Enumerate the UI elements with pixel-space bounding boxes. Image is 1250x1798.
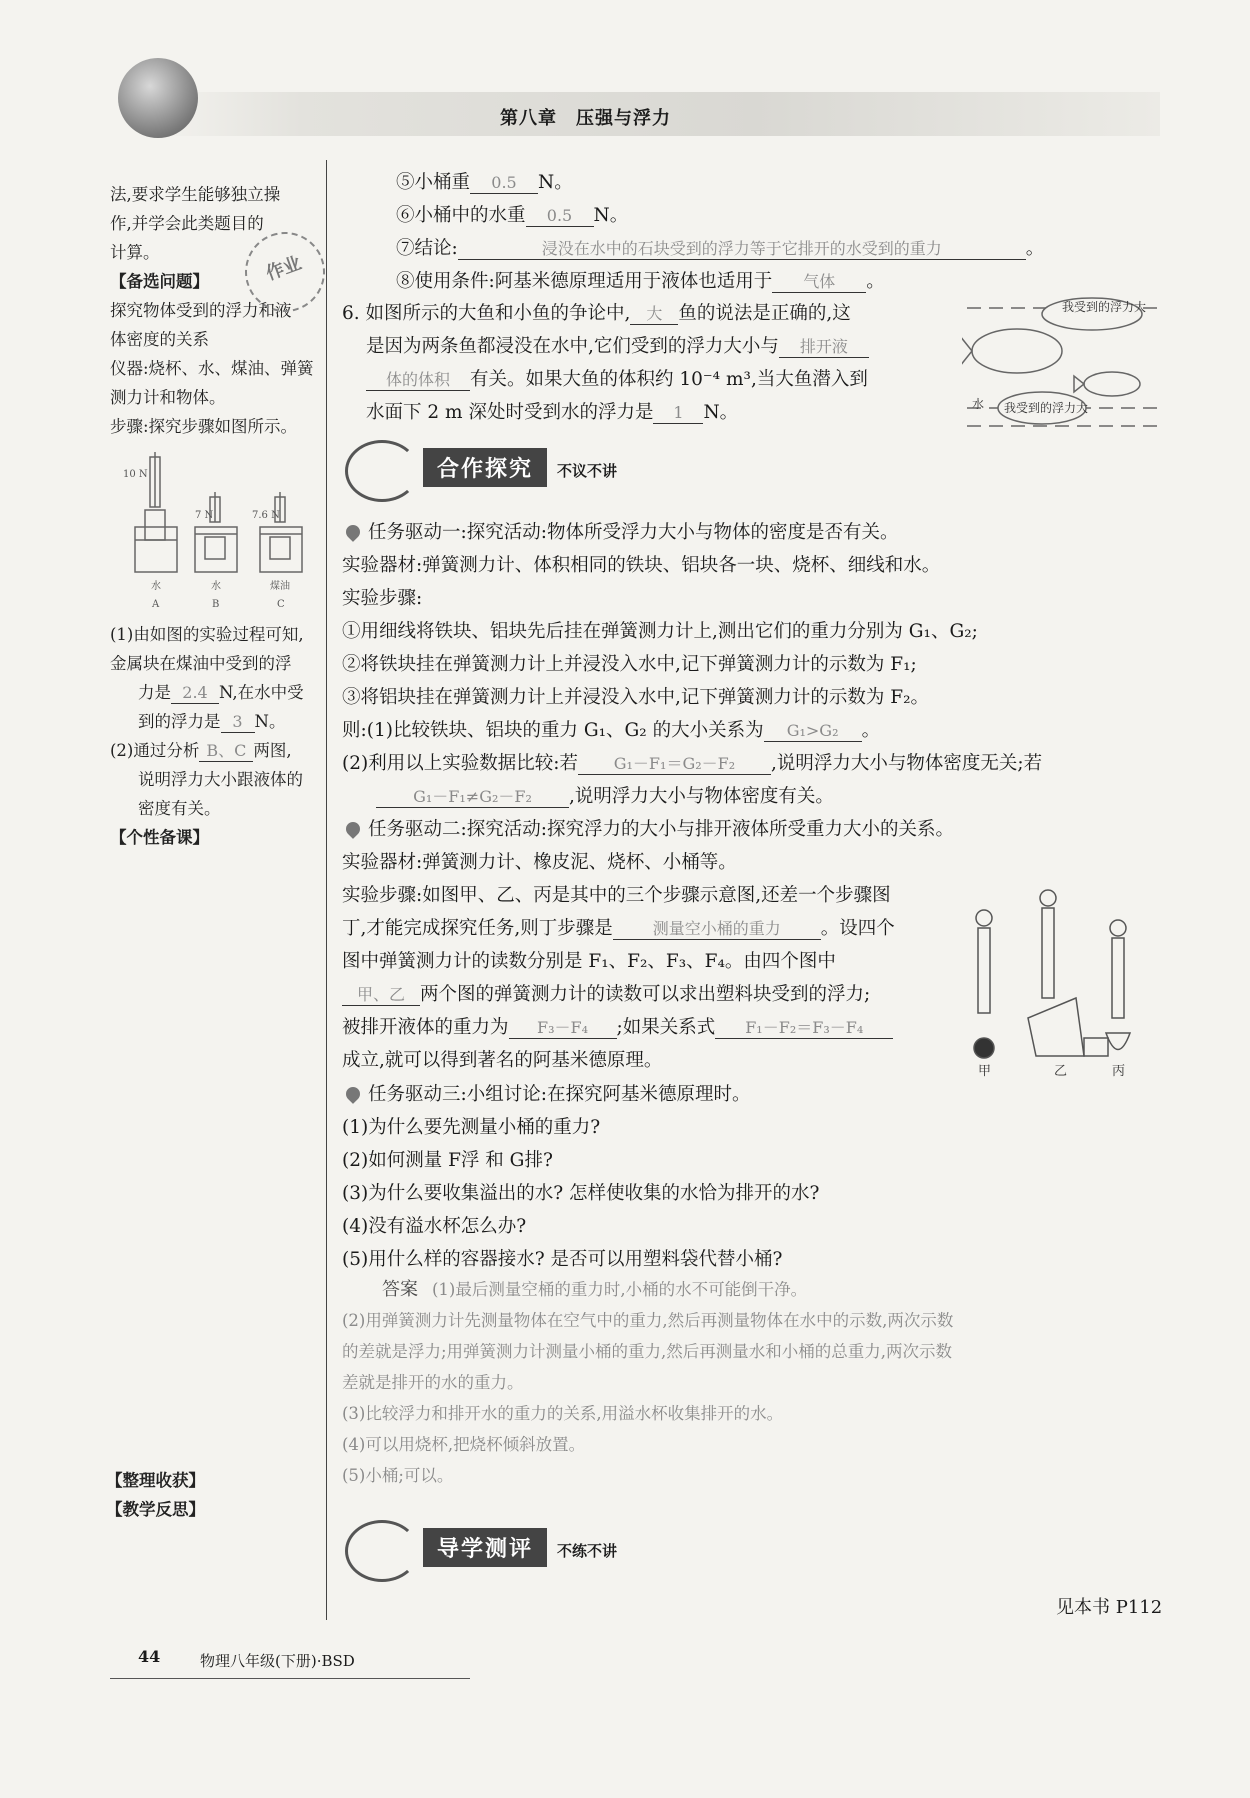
task3-question: (3)为什么要收集溢出的水? 怎样使收集的水恰为排开的水? bbox=[342, 1183, 820, 1204]
cooperative-explore-banner bbox=[345, 440, 617, 502]
q6-text: 水面下 2 m 深处时受到水的浮力是 bbox=[366, 402, 654, 423]
buoyancy-figure-abc bbox=[115, 452, 320, 617]
item8-text: ⑧使用条件:阿基米德原理适用于液体也适用于 bbox=[396, 271, 773, 292]
extra-line: 仪器:烧杯、水、煤油、弹簧 bbox=[110, 359, 314, 378]
task-1 bbox=[342, 516, 1042, 813]
item5-unit: N。 bbox=[538, 172, 573, 193]
fig-a-label: A bbox=[152, 599, 160, 610]
q6-text: 是因为两条鱼都浸没在水中,它们受到的浮力大小与 bbox=[366, 336, 779, 357]
task2-text: 丁,才能完成探究任务,则丁步骤是 bbox=[342, 918, 613, 939]
big-fish-speech: 我受到的浮力大 bbox=[1062, 300, 1147, 314]
sidebar-q1-text: N,在水中受 bbox=[219, 683, 304, 702]
sidebar-q1-line: 金属块在煤油中受到的浮 bbox=[110, 654, 292, 673]
task1-title: 任务驱动一:探究活动:物体所受浮力大小与物体的密度是否有关。 bbox=[368, 522, 899, 543]
sidebar-intro-line: 作,并学会此类题目的 bbox=[110, 214, 264, 233]
answer-line: (3)比较浮力和排开水的重力的关系,用溢水杯收集排开的水。 bbox=[342, 1404, 784, 1423]
fig-c-label: C bbox=[277, 599, 285, 610]
sidebar-q2-text: (2)通过分析 bbox=[110, 741, 200, 760]
question-6 bbox=[342, 297, 869, 429]
sidebar-q2-line: 说明浮力大小跟液体的 bbox=[138, 770, 303, 789]
liquid-c-label: 煤油 bbox=[270, 581, 290, 592]
mascot-logo bbox=[118, 58, 198, 138]
liquid-a-label: 水 bbox=[151, 581, 161, 592]
task2-text: 成立,就可以得到著名的阿基米德原理。 bbox=[342, 1050, 663, 1071]
answer-line: (4)可以用烧杯,把烧杯倾斜放置。 bbox=[342, 1435, 586, 1454]
location-pin-icon bbox=[343, 1084, 363, 1104]
item5-text: ⑤小桶重 bbox=[396, 172, 471, 193]
extra-question-heading: 【备选问题】 bbox=[110, 272, 209, 291]
task2-answer-figs: 甲、乙 bbox=[342, 985, 420, 1006]
fig-bing-label: 丙 bbox=[1112, 1064, 1126, 1078]
banner-title: 合作探究 bbox=[423, 448, 547, 487]
task1-q2-answer-1: G₁－F₁＝G₂－F₂ bbox=[578, 754, 771, 775]
sidebar-q1-answer-1: 2.4 bbox=[171, 683, 219, 704]
fig-yi-label: 乙 bbox=[1054, 1064, 1068, 1078]
location-pin-icon bbox=[343, 819, 363, 839]
page-number: 44 bbox=[138, 1647, 161, 1666]
force-c-label: 7.6 N bbox=[252, 510, 280, 521]
liquid-b-label: 水 bbox=[211, 581, 221, 592]
item7-end: 。 bbox=[1025, 238, 1045, 259]
water-label: 水 bbox=[972, 397, 985, 411]
sidebar-q2-answer: B、C bbox=[199, 741, 253, 762]
fish-figure bbox=[962, 296, 1172, 432]
task1-equipment: 实验器材:弹簧测力计、体积相同的铁块、铝块各一块、烧杯、细线和水。 bbox=[342, 555, 941, 576]
sidebar-q2-text: 两图, bbox=[253, 741, 292, 760]
answer-line: 的差就是浮力;用弹簧测力计测量小桶的重力,然后再测量水和小桶的总重力,两次示数 bbox=[342, 1342, 953, 1361]
task1-q2-text: ,说明浮力大小与物体密度有关。 bbox=[569, 786, 834, 807]
force-a-label: 10 N bbox=[123, 469, 148, 480]
sidebar-q1-line: (1)由如图的实验过程可知, bbox=[110, 625, 304, 644]
task-3 bbox=[342, 1078, 819, 1276]
task-2 bbox=[342, 813, 954, 1077]
answer-line: (5)小桶;可以。 bbox=[342, 1466, 454, 1485]
small-fish-speech: 我受到的浮力大 bbox=[1004, 401, 1089, 415]
sidebar-bottom bbox=[106, 1466, 205, 1524]
swirl-icon bbox=[345, 1520, 419, 1582]
task2-text: 被排开液体的重力为 bbox=[342, 1017, 509, 1038]
fig-b-label: B bbox=[212, 599, 220, 610]
task3-title: 任务驱动三:小组讨论:在探究阿基米德原理时。 bbox=[368, 1084, 751, 1105]
harvest-heading: 【整理收获】 bbox=[106, 1471, 205, 1490]
answer-label: 答案 bbox=[382, 1279, 418, 1300]
q6-text: 有关。如果大鱼的体积约 10⁻⁴ m³,当大鱼潜入到 bbox=[470, 369, 868, 390]
personal-prep-heading: 【个性备课】 bbox=[110, 828, 209, 847]
task1-q2-text: (2)利用以上实验数据比较:若 bbox=[342, 753, 578, 774]
answer-line: (2)用弹簧测力计先测量物体在空气中的重力,然后再测量物体在水中的示数,两次示数 bbox=[342, 1311, 954, 1330]
item8-end: 。 bbox=[866, 271, 885, 292]
task1-q1-end: 。 bbox=[861, 720, 881, 741]
task2-text: 。设四个 bbox=[820, 918, 895, 939]
force-b-label: 7 N bbox=[195, 510, 214, 521]
item5-answer: 0.5 bbox=[470, 173, 538, 194]
extra-line: 探究物体受到的浮力和液 bbox=[110, 301, 292, 320]
task1-q2-text: ,说明浮力大小与物体密度无关;若 bbox=[770, 753, 1043, 774]
task3-answers bbox=[342, 1274, 953, 1491]
task2-text: 实验步骤:如图甲、乙、丙是其中的三个步骤示意图,还差一个步骤图 bbox=[342, 885, 891, 906]
guided-test-banner bbox=[345, 1520, 617, 1582]
sidebar-q1-text: 到的浮力是 bbox=[138, 712, 221, 731]
task2-answer-weight: F₃－F₄ bbox=[509, 1018, 617, 1039]
task1-step: ②将铁块挂在弹簧测力计上并浸没入水中,记下弹簧测力计的示数为 F₁; bbox=[342, 654, 917, 675]
task2-title: 任务驱动二:探究活动:探究浮力的大小与排开液体所受重力大小的关系。 bbox=[368, 819, 954, 840]
sidebar-q2-line: 密度有关。 bbox=[138, 799, 221, 818]
task2-answer-step: 测量空小桶的重力 bbox=[613, 919, 821, 940]
column-divider bbox=[326, 160, 327, 1620]
banner-subtitle: 不议不讲 bbox=[557, 461, 618, 480]
footer-rule bbox=[110, 1678, 470, 1679]
swirl-icon bbox=[345, 440, 419, 502]
task3-question: (4)没有溢水杯怎么办? bbox=[342, 1216, 527, 1237]
chapter-title: 第八章 压强与浮力 bbox=[500, 108, 671, 129]
task3-question: (5)用什么样的容器接水? 是否可以用塑料袋代替小桶? bbox=[342, 1249, 783, 1270]
item7-answer: 浸没在水中的石块受到的浮力等于它排开的水受到的重力 bbox=[458, 239, 1026, 260]
q6-text: 6. 如图所示的大鱼和小鱼的争论中, bbox=[342, 303, 631, 324]
fig-jia-label: 甲 bbox=[978, 1064, 992, 1078]
task2-text: ;如果关系式 bbox=[616, 1017, 716, 1038]
extra-line: 测力计和物体。 bbox=[110, 388, 226, 407]
task2-equipment: 实验器材:弹簧测力计、橡皮泥、烧杯、小桶等。 bbox=[342, 852, 737, 873]
q6-text: 鱼的说法是正确的,这 bbox=[678, 303, 851, 324]
task2-text: 两个图的弹簧测力计的读数可以求出塑料块受到的浮力; bbox=[420, 984, 871, 1005]
banner-title: 导学测评 bbox=[423, 1528, 547, 1567]
item8-answer: 气体 bbox=[772, 272, 866, 293]
items-5-8 bbox=[396, 166, 1044, 298]
task1-step: ③将铝块挂在弹簧测力计上并浸没入水中,记下弹簧测力计的示数为 F₂。 bbox=[342, 687, 930, 708]
sidebar-questions bbox=[110, 620, 325, 852]
task3-question: (2)如何测量 F浮 和 G排? bbox=[342, 1150, 553, 1171]
answer-line: (1)最后测量空桶的重力时,小桶的水不可能倒干净。 bbox=[432, 1280, 808, 1299]
task1-steps-label: 实验步骤: bbox=[342, 588, 423, 609]
task1-step: ①用细线将铁块、铝块先后挂在弹簧测力计上,测出它们的重力分别为 G₁、G₂; bbox=[342, 621, 978, 642]
reflection-heading: 【教学反思】 bbox=[106, 1500, 205, 1519]
item6-unit: N。 bbox=[593, 205, 629, 226]
item6-text: ⑥小桶中的水重 bbox=[396, 205, 526, 226]
task1-q1-answer: G₁>G₂ bbox=[764, 721, 862, 742]
location-pin-icon bbox=[343, 522, 363, 542]
q6-answer-2a: 排开液 bbox=[779, 337, 869, 358]
extra-line: 步骤:探究步骤如图所示。 bbox=[110, 417, 298, 436]
item7-text: ⑦结论: bbox=[396, 238, 458, 259]
item6-answer: 0.5 bbox=[526, 206, 594, 227]
task1-q1-text: 则:(1)比较铁块、铝块的重力 G₁、G₂ 的大小关系为 bbox=[342, 720, 764, 741]
sidebar-intro-line: 计算。 bbox=[110, 243, 160, 262]
q6-text: N。 bbox=[703, 402, 739, 423]
book-title: 物理八年级(下册)·BSD bbox=[200, 1652, 355, 1670]
task3-question: (1)为什么要先测量小桶的重力? bbox=[342, 1117, 601, 1138]
q6-answer-1: 大 bbox=[630, 304, 678, 325]
homework-stamp: 作业 bbox=[234, 221, 337, 324]
task2-answer-relation: F₁－F₂＝F₃－F₄ bbox=[715, 1018, 893, 1039]
banner-subtitle: 不练不讲 bbox=[557, 1541, 618, 1560]
q6-answer-4: 1 bbox=[653, 403, 703, 424]
answer-line: 差就是排开的水的重力。 bbox=[342, 1373, 524, 1392]
spring-scale-figure bbox=[966, 888, 1166, 1078]
sidebar-q1-text: 力是 bbox=[138, 683, 171, 702]
see-book-reference: 见本书 P112 bbox=[1056, 1597, 1163, 1618]
task1-q2-answer-2: G₁－F₁≠G₂－F₂ bbox=[376, 787, 569, 808]
extra-line: 体密度的关系 bbox=[110, 330, 209, 349]
sidebar-q1-text: N。 bbox=[254, 712, 286, 731]
sidebar-intro-line: 法,要求学生能够独立操 bbox=[110, 185, 281, 204]
q6-answer-2b: 体的体积 bbox=[366, 370, 470, 391]
task2-text: 图中弹簧测力计的读数分别是 F₁、F₂、F₃、F₄。由四个图中 bbox=[342, 951, 836, 972]
sidebar-q1-answer-2: 3 bbox=[221, 712, 255, 733]
